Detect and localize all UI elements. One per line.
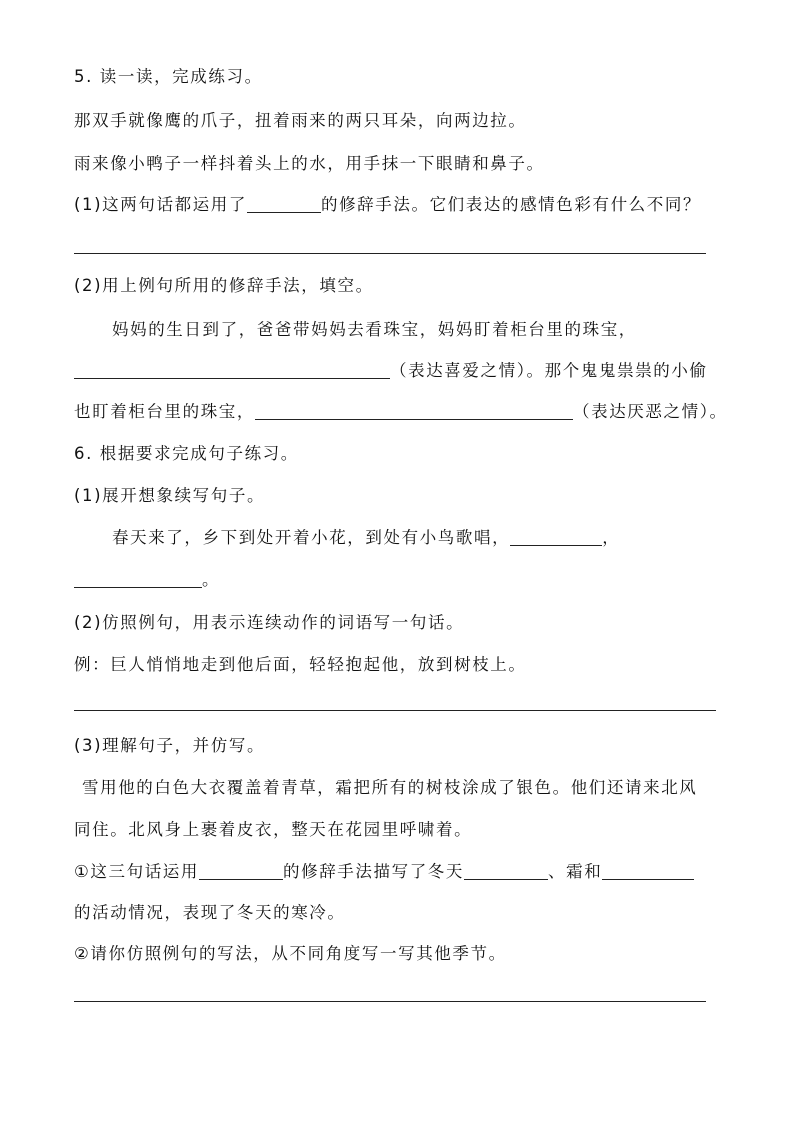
q6-part1-line1-text: 春天来了，乡下到处开着小花，到处有小鸟歌唱， <box>112 528 511 547</box>
q5-part1-blank[interactable] <box>247 194 321 213</box>
q6-part1-line2-end: 。 <box>202 570 221 589</box>
q5-part2-blank-1[interactable] <box>74 360 390 379</box>
q5-sentence-2: 雨来像小鸭子一样抖着头上的水，用手抹一下眼睛和鼻子。 <box>74 154 545 173</box>
q6-heading: 6. 根据要求完成句子练习。 <box>74 444 299 463</box>
q6-part3-sub1-text-mid: 的修辞手法描写了冬天 <box>283 862 464 881</box>
q5-part1-text-after: 的修辞手法。它们表达的感情色彩有什么不同？ <box>320 195 702 214</box>
q6-part1-blank-1[interactable] <box>510 527 602 546</box>
q5-part2-line1: 妈妈的生日到了，爸爸带妈妈去看珠宝，妈妈盯着柜台里的珠宝， <box>112 320 637 339</box>
q5-part2-title: (2)用上例句所用的修辞手法，填空。 <box>74 276 374 295</box>
q6-part2-answer-line[interactable] <box>74 710 716 711</box>
q6-part3-para-line2: 同住。北风身上裹着皮衣，整天在花园里呼啸着。 <box>74 820 473 839</box>
q5-part2-blank-2[interactable] <box>255 401 573 420</box>
q6-part1-blank-2[interactable] <box>74 569 202 588</box>
q6-part1-line1 <box>112 527 620 549</box>
q5-heading: 5. 读一读，完成练习。 <box>74 67 263 86</box>
q6-part3-answer-line[interactable] <box>74 1001 706 1002</box>
q6-part3-sub1-blank-1[interactable] <box>199 861 283 880</box>
q5-part2-line2-text: （表达喜爱之情）。那个鬼鬼祟祟的小偷 <box>390 361 708 380</box>
q5-part2-line2 <box>74 360 708 382</box>
q6-part3-sub1-text-before: ①这三句话运用 <box>74 862 199 881</box>
q6-part1-line2 <box>74 569 220 591</box>
q5-part1-text-before: (1)这两句话都运用了 <box>74 195 247 214</box>
q6-part3-para-line1: 雪用他的白色大衣覆盖着青草，霜把所有的树枝涂成了银色。他们还请来北风 <box>82 778 698 797</box>
q6-part2-title: (2)仿照例句，用表示连续动作的词语写一句话。 <box>74 613 465 632</box>
q5-sentence-1: 那双手就像鹰的爪子，扭着雨来的两只耳朵，向两边拉。 <box>74 111 527 130</box>
q5-part1-question <box>74 194 701 216</box>
q6-part3-title: (3)理解句子，并仿写。 <box>74 736 266 755</box>
q6-part1-title: (1)展开想象续写句子。 <box>74 486 266 505</box>
q6-part3-sub1-line2: 的活动情况，表现了冬天的寒冷。 <box>74 903 346 922</box>
q6-part3-sub2: ②请你仿照例句的写法，从不同角度写一写其他季节。 <box>74 944 507 963</box>
q6-part3-sub1-text-mid2: 、霜和 <box>548 862 603 881</box>
q6-part3-sub1-blank-2[interactable] <box>464 861 548 880</box>
q5-part1-answer-line[interactable] <box>74 253 706 254</box>
q6-part2-example: 例：巨人悄悄地走到他后面，轻轻抱起他，放到树枝上。 <box>74 655 527 674</box>
q6-part1-line1-comma: ， <box>602 528 621 547</box>
q6-part3-sub1-blank-3[interactable] <box>602 861 694 880</box>
q5-part2-line3-text-after: （表达厌恶之情）。 <box>573 402 728 421</box>
q6-part3-sub1 <box>74 861 694 883</box>
q5-part2-line3 <box>74 401 728 423</box>
q5-part2-line3-text-before: 也盯着柜台里的珠宝， <box>74 402 255 421</box>
